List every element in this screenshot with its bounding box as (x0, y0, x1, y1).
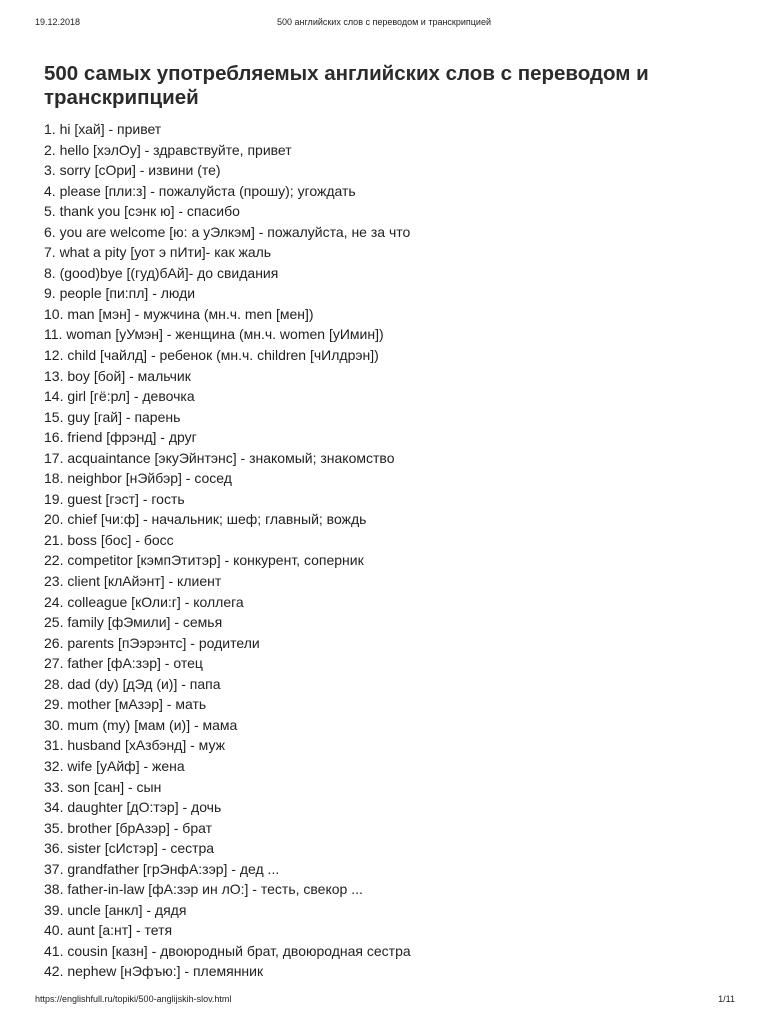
word-list-item: 1. hi [хай] - привет (44, 121, 162, 137)
print-date: 19.12.2018 (35, 17, 81, 27)
word-list-item: 16. friend [фрэнд] - друг (44, 429, 197, 446)
word-list-item: 35. brother [брАзэр] - брат (44, 819, 213, 836)
word-list-item: 8. (good)bye [(гуд)бАй]- до свидания (44, 264, 279, 281)
word-list-item: 21. boss [бос] - босс (44, 531, 174, 548)
word-list-item: 6. you are welcome [ю: а уЭлкэм] - пожалуйста, не за что (44, 223, 411, 240)
article-title: 500 самых употребляемых английских слов с переводом и транскрипцией (44, 62, 649, 109)
word-list-item: 2. hello [хэлОу] - здравствуйте, привет (44, 141, 292, 158)
word-list-item: 26. parents [пЭэрэнтс] - родители (44, 634, 260, 651)
word-list-item: 15. guy [гай] - парень (44, 408, 181, 425)
word-list-item: 4. please [пли:з] - пожалуйста (прошу); угождать (44, 182, 356, 199)
word-list-item: 23. client [клАйэнт] - клиент (44, 573, 222, 590)
page-number: 1/11 (718, 994, 735, 1004)
word-list-item: 39. uncle [анкл] - дядя (44, 901, 187, 918)
word-list-item: 34. daughter [дО:тэр] - дочь (44, 799, 222, 816)
word-list-item: 36. sister [сИстэр] - сестра (44, 840, 215, 857)
print-document-title: 500 английских слов с переводом и транскрипцией (276, 17, 491, 27)
word-list-item: 12. child [чайлд] - ребенок (мн.ч. children [чИлдрэн]) (44, 347, 379, 364)
word-list-item: 28. dad (dy) [дЭд (и)] - папа (44, 675, 221, 692)
word-list (44, 119, 734, 982)
word-list-item: 5. thank you [сэнк ю] - спасибо (44, 203, 240, 220)
word-list-item: 38. father-in-law [фА:зэр ин лО:] - тесть, свекор ... (44, 881, 363, 898)
word-list-item: 14. girl [гё:рл] - девочка (44, 388, 195, 405)
print-footer (0, 994, 768, 1008)
word-list-item: 10. man [мэн] - мужчина (мн.ч. men [мен]) (44, 305, 314, 322)
word-list-item: 41. cousin [казн] - двоюродный брат, двоюродная сестра (44, 942, 411, 959)
word-list-item: 37. grandfather [грЭнфА:зэр] - дед ... (44, 860, 280, 877)
word-list-item: 29. mother [мАзэр] - мать (44, 696, 207, 713)
word-list-item: 27. father [фА:зэр] - отец (44, 655, 203, 672)
word-list-item: 32. wife [уАйф] - жена (44, 757, 185, 774)
word-list-item: 13. boy [бой] - мальчик (44, 367, 191, 384)
word-list-item: 40. aunt [а:нт] - тетя (44, 922, 173, 939)
word-list-item: 33. son [сан] - сын (44, 778, 162, 795)
word-list-item: 30. mum (my) [мам (и)] - мама (44, 716, 238, 733)
word-list-item: 31. husband [хАзбэнд] - муж (44, 737, 225, 754)
word-list-item: 24. colleague [кОли:г] - коллега (44, 593, 244, 610)
page-url: https://englishfull.ru/topiki/500-anglijskih-slov.html (35, 994, 232, 1004)
word-list-item: 18. neighbor [нЭйбэр] - сосед (44, 470, 232, 487)
word-list-item: 3. sorry [сОри] - извини (те) (44, 162, 221, 179)
word-list-item: 20. chief [чи:ф] - начальник; шеф; главный; вождь (44, 511, 367, 528)
word-list-item: 17. acquaintance [экуЭйнтэнс] - знакомый; знакомство (44, 449, 395, 466)
article (44, 62, 734, 982)
word-list-item: 7. what a pity [уот э пИти]- как жаль (44, 244, 272, 261)
word-list-item: 11. woman [уУмэн] - женщина (мн.ч. women [уИмин]) (44, 326, 384, 343)
word-list-item: 9. people [пи:пл] - люди (44, 285, 196, 302)
print-header (0, 17, 768, 31)
word-list-item: 42. nephew [нЭфъю:] - племянник (44, 963, 264, 980)
word-list-item: 19. guest [гэст] - гость (44, 490, 185, 507)
word-list-item: 22. competitor [кэмпЭтитэр] - конкурент, соперник (44, 552, 364, 569)
word-list-item: 25. family [фЭмили] - семья (44, 614, 223, 631)
